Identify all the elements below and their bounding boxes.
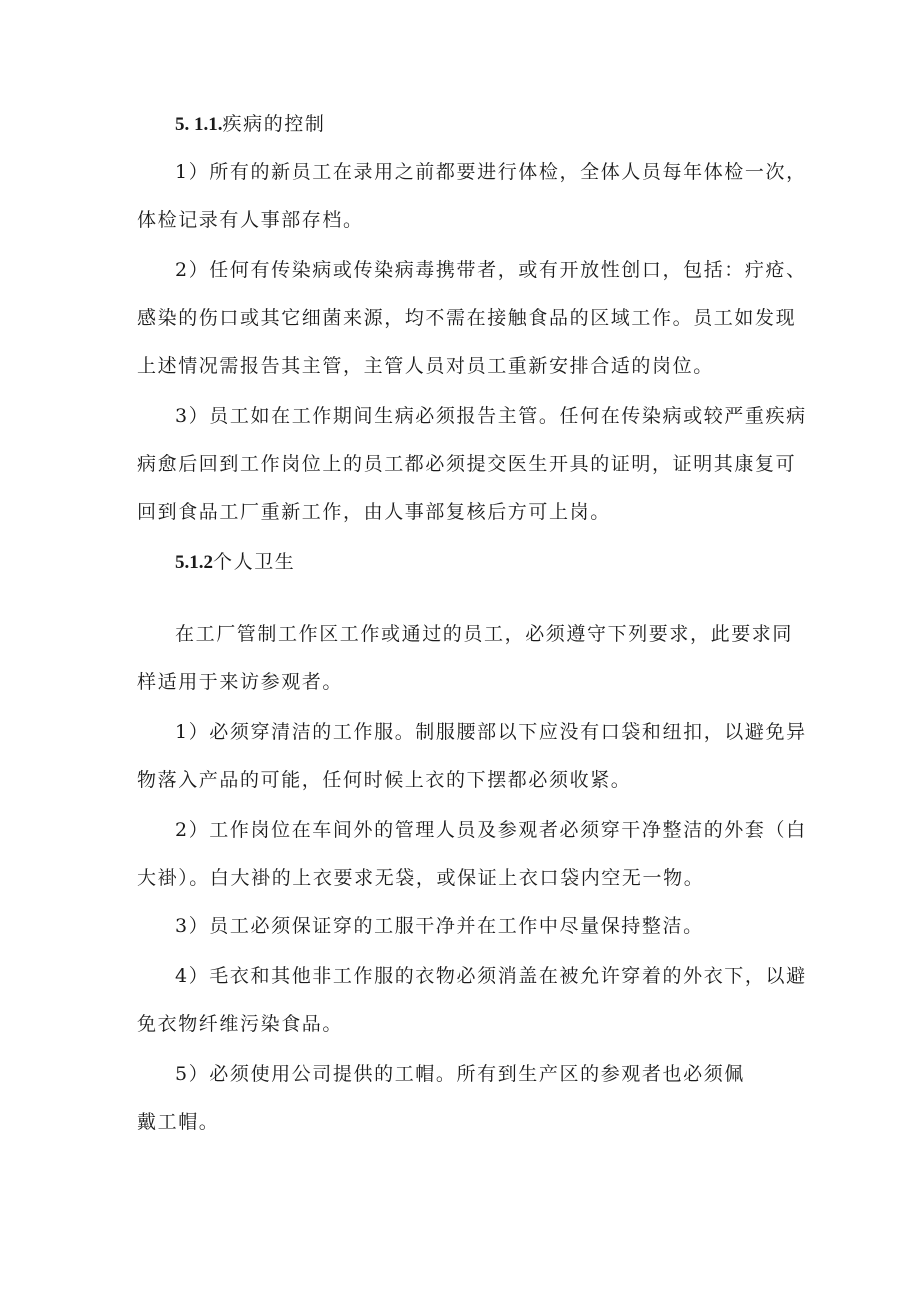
paragraph-line: 戴工帽。 (137, 1111, 220, 1133)
paragraph-line: 3）员工必须保证穿的工服干净并在工作中尽量保持整洁。 (175, 915, 704, 937)
paragraph-line: 免衣物纤维污染食品。 (137, 1013, 344, 1035)
paragraph-line: 上述情况需报告其主管，主管人员对员工重新安排合适的岗位。 (137, 355, 714, 377)
paragraph-line: 4）毛衣和其他非工作服的衣物必须消盖在被允许穿着的外衣下，以避 (175, 965, 807, 987)
section-heading-5-1-2 (175, 550, 295, 575)
paragraph-line: 体检记录有人事部存档。 (137, 209, 364, 231)
paragraph-line: 样适用于来访参观者。 (137, 671, 344, 693)
paragraph-line: 1）所有的新员工在录用之前都要进行体检，全体人员每年体检一次， (175, 161, 807, 183)
section-number: 5. 1.1. (175, 114, 223, 135)
paragraph-line: 物落入产品的可能，任何时候上衣的下摆都必须收紧。 (137, 769, 632, 791)
paragraph-line: 感染的伤口或其它细菌来源，均不需在接触食品的区域工作。员工如发现 (137, 307, 797, 329)
section-number: 5.1.2 (175, 552, 213, 573)
paragraph-line: 病愈后回到工作岗位上的员工都必须提交医生开具的证明，证明其康复可 (137, 453, 797, 475)
paragraph-line: 1）必须穿清洁的工作服。制服腰部以下应没有口袋和纽扣，以避免异 (175, 721, 807, 743)
paragraph-line: 在工厂管制工作区工作或通过的员工，必须遵守下列要求，此要求同 (175, 623, 794, 645)
section-heading-5-1-1 (175, 112, 326, 137)
paragraph-line: 大褂）。白大褂的上衣要求无袋，或保证上衣口袋内空无一物。 (137, 867, 705, 889)
paragraph-line: 回到食品工厂重新工作，由人事部复核后方可上岗。 (137, 501, 611, 523)
paragraph-line: 2）任何有传染病或传染病毒携带者，或有开放性创口，包括：疔疮、 (175, 259, 807, 281)
section-title: 个人卫生 (213, 551, 296, 573)
section-title: 疾病的控制 (222, 113, 326, 135)
paragraph-line: 2）工作岗位在车间外的管理人员及参观者必须穿干净整洁的外套（白 (175, 819, 807, 841)
paragraph-line: 3）员工如在工作期间生病必须报告主管。任何在传染病或较严重疾病 (175, 405, 807, 427)
paragraph-line: 5）必须使用公司提供的工帽。所有到生产区的参观者也必须佩 (175, 1063, 745, 1085)
